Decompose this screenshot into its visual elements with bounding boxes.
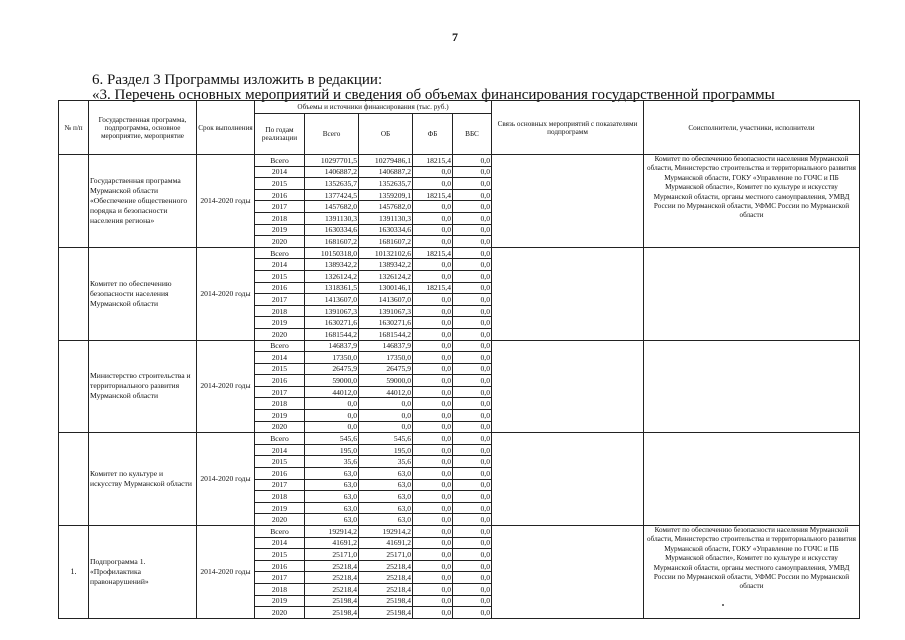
table-row: [59, 247, 860, 259]
program-term: 2014-2020 годы: [197, 526, 255, 619]
row-number: 1.: [59, 526, 89, 619]
ob-cell: 1457682,0: [359, 201, 413, 213]
executors-cell: [644, 340, 860, 433]
year-cell: 2015: [255, 270, 305, 282]
section-heading: 6. Раздел 3 Программы изложить в редакции:: [92, 72, 383, 88]
year-cell: Всего: [255, 433, 305, 445]
vbs-cell: 0,0: [453, 607, 492, 619]
program-term: 2014-2020 годы: [197, 247, 255, 340]
ob-cell: 25218,4: [359, 583, 413, 595]
year-cell: 2019: [255, 224, 305, 236]
ob-cell: 0,0: [359, 410, 413, 422]
year-cell: 2017: [255, 294, 305, 306]
total-cell: 25198,4: [305, 607, 359, 619]
header-num: № п/п: [59, 101, 89, 155]
executors-cell: Комитет по обеспечению безопасности населения Мурманской области, Министерство строительства и территориального развития Мурманской области, ГОКУ «Управление по ГОЧС и ПБ Мурманской области», Комитет по культуре и искусству Мурманской области, органы местного самоуправления, УМВД России по Мурманской области, УФМС России по Мурманской области: [644, 526, 860, 619]
program-name: Комитет по культуре и искусству Мурманской области: [89, 433, 197, 526]
vbs-cell: 0,0: [453, 155, 492, 167]
ob-cell: 25218,4: [359, 560, 413, 572]
ob-cell: 1389342,2: [359, 259, 413, 271]
vbs-cell: 0,0: [453, 328, 492, 340]
year-cell: 2014: [255, 537, 305, 549]
row-number: [59, 340, 89, 433]
executors-cell: [644, 247, 860, 340]
fb-cell: 0,0: [413, 340, 453, 352]
total-cell: 63,0: [305, 514, 359, 526]
vbs-cell: 0,0: [453, 259, 492, 271]
vbs-cell: 0,0: [453, 212, 492, 224]
fb-cell: 0,0: [413, 526, 453, 538]
year-cell: 2019: [255, 595, 305, 607]
year-cell: Всего: [255, 340, 305, 352]
fb-cell: 0,0: [413, 410, 453, 422]
total-cell: 25198,4: [305, 595, 359, 607]
vbs-cell: 0,0: [453, 526, 492, 538]
total-cell: 1326124,2: [305, 270, 359, 282]
ob-cell: 1681544,2: [359, 328, 413, 340]
vbs-cell: 0,0: [453, 270, 492, 282]
vbs-cell: 0,0: [453, 410, 492, 422]
fb-cell: 0,0: [413, 549, 453, 561]
fb-cell: 18215,4: [413, 247, 453, 259]
vbs-cell: 0,0: [453, 178, 492, 190]
total-cell: 17350,0: [305, 352, 359, 364]
total-cell: 545,6: [305, 433, 359, 445]
ob-cell: 41691,2: [359, 537, 413, 549]
ob-cell: 1300146,1: [359, 282, 413, 294]
indicator-link-cell: [492, 526, 644, 619]
vbs-cell: 0,0: [453, 456, 492, 468]
vbs-cell: 0,0: [453, 479, 492, 491]
program-term: 2014-2020 годы: [197, 155, 255, 248]
vbs-cell: 0,0: [453, 201, 492, 213]
year-cell: 2019: [255, 410, 305, 422]
ob-cell: 25218,4: [359, 572, 413, 584]
year-cell: 2018: [255, 583, 305, 595]
vbs-cell: 0,0: [453, 340, 492, 352]
indicator-link-cell: [492, 433, 644, 526]
header-term: Срок выполнения: [197, 101, 255, 155]
total-cell: 41691,2: [305, 537, 359, 549]
fb-cell: 0,0: [413, 386, 453, 398]
row-number: [59, 433, 89, 526]
total-cell: 10150318,0: [305, 247, 359, 259]
header-link: Связь основных мероприятий с показателями подпрограмм: [492, 101, 644, 155]
fb-cell: 0,0: [413, 212, 453, 224]
total-cell: 192914,2: [305, 526, 359, 538]
header-fb: ФБ: [413, 114, 453, 155]
total-cell: 25218,4: [305, 572, 359, 584]
total-cell: 10297701,5: [305, 155, 359, 167]
year-cell: 2014: [255, 259, 305, 271]
year-cell: 2014: [255, 352, 305, 364]
fb-cell: 0,0: [413, 294, 453, 306]
header-by-year: По годам реализации: [255, 114, 305, 155]
total-cell: 1630334,6: [305, 224, 359, 236]
indicator-link-cell: [492, 340, 644, 433]
total-cell: 63,0: [305, 468, 359, 480]
ob-cell: 63,0: [359, 502, 413, 514]
vbs-cell: 0,0: [453, 595, 492, 607]
year-cell: 2020: [255, 328, 305, 340]
ob-cell: 0,0: [359, 398, 413, 410]
scan-mark: [722, 604, 724, 606]
year-cell: 2018: [255, 398, 305, 410]
total-cell: 25171,0: [305, 549, 359, 561]
year-cell: 2016: [255, 468, 305, 480]
total-cell: 35,6: [305, 456, 359, 468]
ob-cell: 1413607,0: [359, 294, 413, 306]
total-cell: 0,0: [305, 421, 359, 433]
ob-cell: 192914,2: [359, 526, 413, 538]
year-cell: Всего: [255, 247, 305, 259]
vbs-cell: 0,0: [453, 514, 492, 526]
vbs-cell: 0,0: [453, 468, 492, 480]
program-term: 2014-2020 годы: [197, 433, 255, 526]
ob-cell: 0,0: [359, 421, 413, 433]
year-cell: 2019: [255, 502, 305, 514]
fb-cell: 0,0: [413, 398, 453, 410]
vbs-cell: 0,0: [453, 363, 492, 375]
year-cell: 2014: [255, 444, 305, 456]
vbs-cell: 0,0: [453, 421, 492, 433]
vbs-cell: 0,0: [453, 583, 492, 595]
vbs-cell: 0,0: [453, 572, 492, 584]
fb-cell: 0,0: [413, 270, 453, 282]
fb-cell: 0,0: [413, 514, 453, 526]
year-cell: 2016: [255, 282, 305, 294]
vbs-cell: 0,0: [453, 247, 492, 259]
total-cell: 195,0: [305, 444, 359, 456]
fb-cell: 18215,4: [413, 155, 453, 167]
ob-cell: 1681607,2: [359, 236, 413, 248]
fb-cell: 0,0: [413, 178, 453, 190]
table-caption: «3. Перечень основных мероприятий и сведения об объемах финансирования государственной программы: [92, 87, 775, 103]
ob-cell: 63,0: [359, 491, 413, 503]
ob-cell: 10279486,1: [359, 155, 413, 167]
fb-cell: 0,0: [413, 305, 453, 317]
fb-cell: 0,0: [413, 201, 453, 213]
total-cell: 1630271,6: [305, 317, 359, 329]
total-cell: 1457682,0: [305, 201, 359, 213]
ob-cell: 25171,0: [359, 549, 413, 561]
total-cell: 25218,4: [305, 583, 359, 595]
header-ob: ОБ: [359, 114, 413, 155]
total-cell: 1391130,3: [305, 212, 359, 224]
row-number: [59, 247, 89, 340]
fb-cell: 0,0: [413, 468, 453, 480]
total-cell: 1377424,5: [305, 189, 359, 201]
vbs-cell: 0,0: [453, 375, 492, 387]
year-cell: 2020: [255, 236, 305, 248]
executors-cell: Комитет по обеспечению безопасности населения Мурманской области, Министерство строительства и территориального развития Мурманской области, ГОКУ «Управление по ГОЧС и ПБ Мурманской области», Комитет по культуре и искусству Мурманской области, органы местного самоуправления, УМВД России по Мурманской области, УФМС России по Мурманской области: [644, 155, 860, 248]
total-cell: 1681607,2: [305, 236, 359, 248]
vbs-cell: 0,0: [453, 433, 492, 445]
year-cell: 2015: [255, 178, 305, 190]
fb-cell: 0,0: [413, 491, 453, 503]
ob-cell: 545,6: [359, 433, 413, 445]
year-cell: 2015: [255, 456, 305, 468]
ob-cell: 59000,0: [359, 375, 413, 387]
header-name: Государственная программа, подпрограмма, основное мероприятие, мероприятие: [89, 101, 197, 155]
vbs-cell: 0,0: [453, 502, 492, 514]
vbs-cell: 0,0: [453, 549, 492, 561]
program-term: 2014-2020 годы: [197, 340, 255, 433]
ob-cell: 1391130,3: [359, 212, 413, 224]
fb-cell: 18215,4: [413, 282, 453, 294]
ob-cell: 1630334,6: [359, 224, 413, 236]
ob-cell: 146837,9: [359, 340, 413, 352]
fb-cell: 0,0: [413, 236, 453, 248]
total-cell: 63,0: [305, 491, 359, 503]
total-cell: 26475,9: [305, 363, 359, 375]
vbs-cell: 0,0: [453, 189, 492, 201]
total-cell: 1413607,0: [305, 294, 359, 306]
year-cell: 2016: [255, 560, 305, 572]
ob-cell: 17350,0: [359, 352, 413, 364]
ob-cell: 63,0: [359, 479, 413, 491]
fb-cell: 0,0: [413, 166, 453, 178]
fb-cell: 0,0: [413, 537, 453, 549]
table-row: [59, 433, 860, 445]
ob-cell: 1359209,1: [359, 189, 413, 201]
table-row: [59, 526, 860, 538]
fb-cell: 0,0: [413, 456, 453, 468]
ob-cell: 195,0: [359, 444, 413, 456]
table-row: [59, 155, 860, 167]
year-cell: 2014: [255, 166, 305, 178]
ob-cell: 44012,0: [359, 386, 413, 398]
vbs-cell: 0,0: [453, 398, 492, 410]
fb-cell: 0,0: [413, 433, 453, 445]
header-vbs: ВБС: [453, 114, 492, 155]
ob-cell: 1391067,3: [359, 305, 413, 317]
program-name: Подпрограмма 1. «Профилактика правонарушений»: [89, 526, 197, 619]
year-cell: Всего: [255, 526, 305, 538]
vbs-cell: 0,0: [453, 444, 492, 456]
indicator-link-cell: [492, 155, 644, 248]
year-cell: 2016: [255, 189, 305, 201]
ob-cell: 35,6: [359, 456, 413, 468]
vbs-cell: 0,0: [453, 294, 492, 306]
program-name: Министерство строительства и территориального развития Мурманской области: [89, 340, 197, 433]
fb-cell: 0,0: [413, 595, 453, 607]
indicator-link-cell: [492, 247, 644, 340]
ob-cell: 26475,9: [359, 363, 413, 375]
year-cell: 2015: [255, 549, 305, 561]
ob-cell: 63,0: [359, 514, 413, 526]
vbs-cell: 0,0: [453, 491, 492, 503]
ob-cell: 25198,4: [359, 607, 413, 619]
ob-cell: 63,0: [359, 468, 413, 480]
fb-cell: 0,0: [413, 607, 453, 619]
fb-cell: 0,0: [413, 317, 453, 329]
ob-cell: 1352635,7: [359, 178, 413, 190]
total-cell: 1681544,2: [305, 328, 359, 340]
total-cell: 25218,4: [305, 560, 359, 572]
fb-cell: 0,0: [413, 375, 453, 387]
fb-cell: 0,0: [413, 572, 453, 584]
table-row: [59, 340, 860, 352]
vbs-cell: 0,0: [453, 224, 492, 236]
fb-cell: 0,0: [413, 560, 453, 572]
year-cell: 2020: [255, 421, 305, 433]
fb-cell: 0,0: [413, 502, 453, 514]
vbs-cell: 0,0: [453, 317, 492, 329]
total-cell: 0,0: [305, 410, 359, 422]
vbs-cell: 0,0: [453, 560, 492, 572]
fb-cell: 0,0: [413, 224, 453, 236]
fb-cell: 0,0: [413, 328, 453, 340]
page-number: 7: [452, 30, 458, 44]
year-cell: 2017: [255, 572, 305, 584]
row-number: [59, 155, 89, 248]
program-name: Государственная программа Мурманской области «Обеспечение общественного порядка и безопасности населения региона»: [89, 155, 197, 248]
total-cell: 0,0: [305, 398, 359, 410]
header-row: [59, 101, 860, 114]
header-funding-group: Объемы и источники финансирования (тыс. руб.): [255, 101, 492, 114]
total-cell: 63,0: [305, 479, 359, 491]
fb-cell: 0,0: [413, 352, 453, 364]
year-cell: 2019: [255, 317, 305, 329]
vbs-cell: 0,0: [453, 386, 492, 398]
year-cell: 2017: [255, 479, 305, 491]
year-cell: 2016: [255, 375, 305, 387]
year-cell: Всего: [255, 155, 305, 167]
vbs-cell: 0,0: [453, 236, 492, 248]
year-cell: 2018: [255, 305, 305, 317]
ob-cell: 1406887,2: [359, 166, 413, 178]
total-cell: 1352635,7: [305, 178, 359, 190]
total-cell: 1391067,3: [305, 305, 359, 317]
ob-cell: 10132102,6: [359, 247, 413, 259]
total-cell: 146837,9: [305, 340, 359, 352]
header-total: Всего: [305, 114, 359, 155]
fb-cell: 18215,4: [413, 189, 453, 201]
total-cell: 44012,0: [305, 386, 359, 398]
vbs-cell: 0,0: [453, 305, 492, 317]
fb-cell: 0,0: [413, 583, 453, 595]
year-cell: 2017: [255, 201, 305, 213]
fb-cell: 0,0: [413, 479, 453, 491]
vbs-cell: 0,0: [453, 537, 492, 549]
year-cell: 2018: [255, 491, 305, 503]
year-cell: 2018: [255, 212, 305, 224]
vbs-cell: 0,0: [453, 282, 492, 294]
fb-cell: 0,0: [413, 363, 453, 375]
year-cell: 2015: [255, 363, 305, 375]
funding-table: [58, 100, 860, 619]
fb-cell: 0,0: [413, 259, 453, 271]
fb-cell: 0,0: [413, 421, 453, 433]
total-cell: 59000,0: [305, 375, 359, 387]
vbs-cell: 0,0: [453, 166, 492, 178]
program-name: Комитет по обеспечению безопасности населения Мурманской области: [89, 247, 197, 340]
total-cell: 63,0: [305, 502, 359, 514]
total-cell: 1406887,2: [305, 166, 359, 178]
executors-cell: [644, 433, 860, 526]
year-cell: 2017: [255, 386, 305, 398]
header-executors: Соисполнители, участники, исполнители: [644, 101, 860, 155]
ob-cell: 1630271,6: [359, 317, 413, 329]
total-cell: 1318361,5: [305, 282, 359, 294]
total-cell: 1389342,2: [305, 259, 359, 271]
year-cell: 2020: [255, 607, 305, 619]
vbs-cell: 0,0: [453, 352, 492, 364]
fb-cell: 0,0: [413, 444, 453, 456]
ob-cell: 25198,4: [359, 595, 413, 607]
year-cell: 2020: [255, 514, 305, 526]
ob-cell: 1326124,2: [359, 270, 413, 282]
